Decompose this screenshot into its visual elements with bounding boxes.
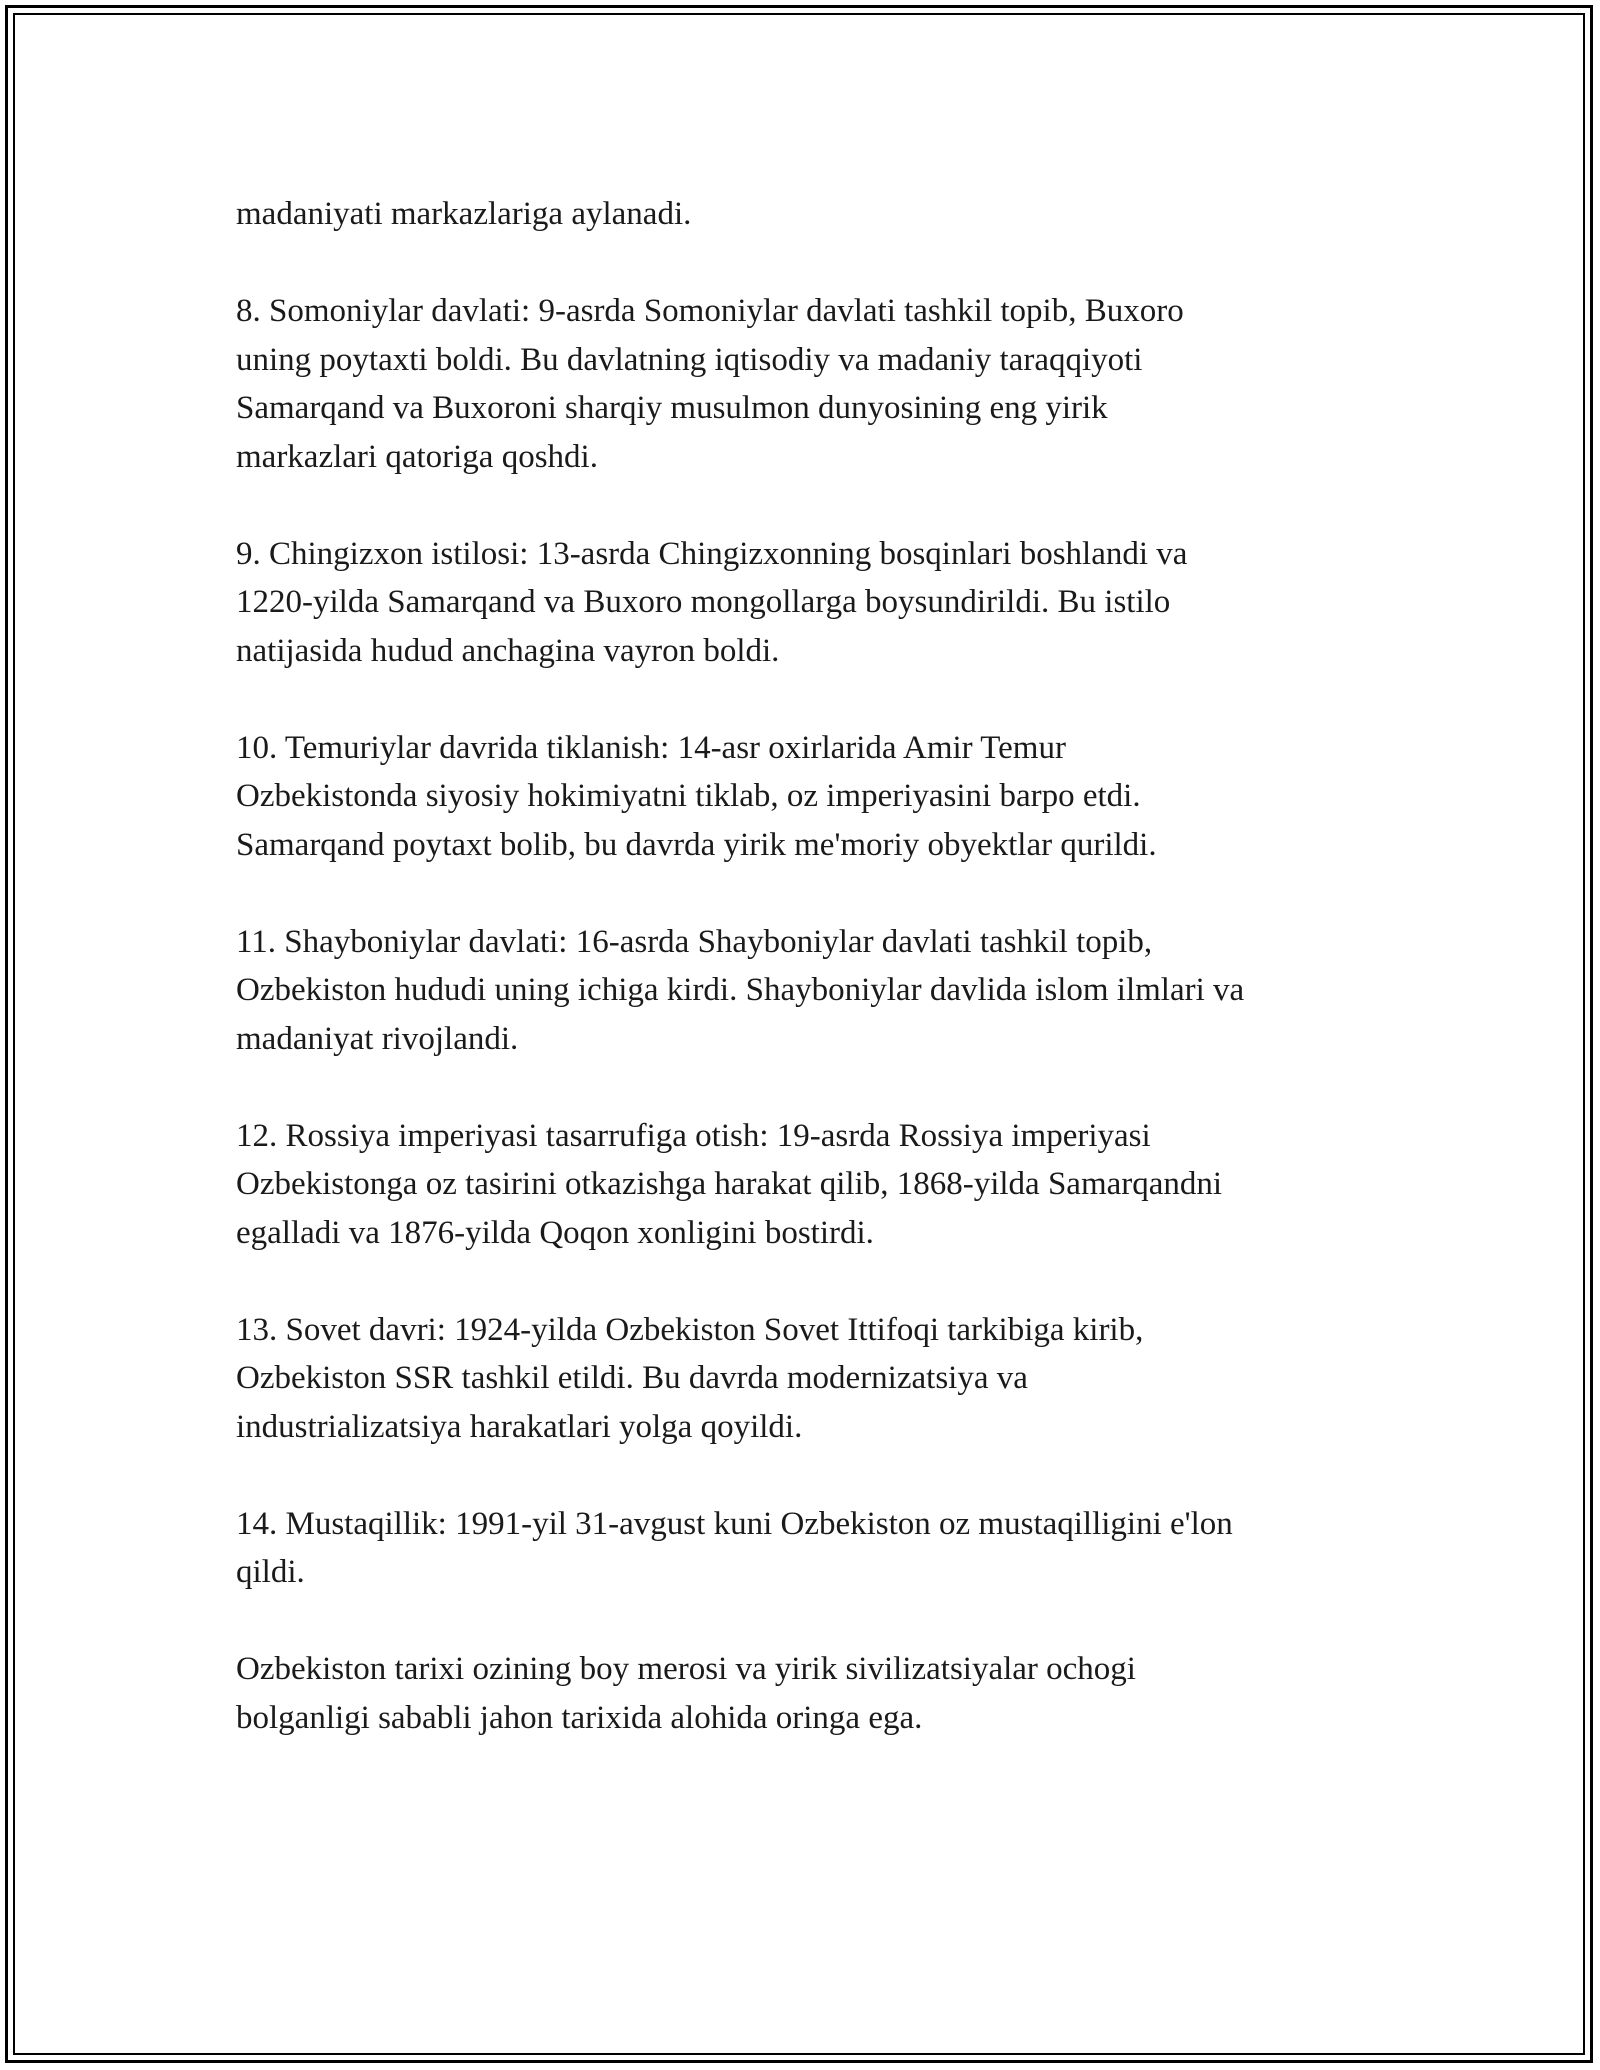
paragraph-sovet bbox=[236, 1306, 1386, 1452]
paragraph-temuriylar bbox=[236, 724, 1386, 870]
text-line: 13. Sovet davri: 1924-yilda Ozbekiston Sovet Ittifoqi tarkibiga kirib, bbox=[236, 1311, 1144, 1348]
text-line: uning poytaxti boldi. Bu davlatning iqtisodiy va madaniy taraqqiyoti bbox=[236, 341, 1143, 378]
text-line: 9. Chingizxon istilosi: 13-asrda Chingizxonning bosqinlari boshlandi va bbox=[236, 535, 1188, 572]
text-line: markazlari qatoriga qoshdi. bbox=[236, 438, 598, 475]
text-line: Ozbekiston SSR tashkil etildi. Bu davrda modernizatsiya va bbox=[236, 1360, 1028, 1396]
text-line: Samarqand va Buxoroni sharqiy musulmon dunyosining eng yirik bbox=[236, 390, 1108, 426]
text-line: madaniyati markazlariga aylanadi. bbox=[236, 196, 692, 232]
paragraph-conclusion bbox=[236, 1645, 1386, 1742]
paragraph-somoniylar bbox=[236, 287, 1386, 481]
text-line: Ozbekiston tarixi ozining boy merosi va yirik sivilizatsiyalar ochogi bbox=[236, 1651, 1136, 1687]
text-line: 1220-yilda Samarqand va Buxoro mongollarga boysundirildi. Bu istilo bbox=[236, 584, 1171, 620]
text-line: industrializatsiya harakatlari yolga qoyildi. bbox=[236, 1408, 803, 1445]
text-line: madaniyat rivojlandi. bbox=[236, 1020, 519, 1057]
text-line: 14. Mustaqillik: 1991-yil 31-avgust kuni Ozbekiston oz mustaqilligini e'lon bbox=[236, 1505, 1233, 1542]
text-line: 11. Shayboniylar davlati: 16-asrda Shayboniylar davlati tashkil topib, bbox=[236, 923, 1153, 960]
text-line: Ozbekiston hududi uning ichiga kirdi. Shayboniylar davlida islom ilmlari va bbox=[236, 972, 1245, 1008]
text-line: qildi. bbox=[236, 1554, 305, 1590]
text-line: egalladi va 1876-yilda Qoqon xonligini bostirdi. bbox=[236, 1214, 874, 1251]
text-line: Samarqand poytaxt bolib, bu davrda yirik me'moriy obyektlar qurildi. bbox=[236, 826, 1157, 863]
text-line: 8. Somoniylar davlati: 9-asrda Somoniylar davlati tashkil topib, Buxoro bbox=[236, 293, 1184, 329]
paragraph-mustaqillik bbox=[236, 1500, 1386, 1597]
text-line: Ozbekistonga oz tasirini otkazishga harakat qilib, 1868-yilda Samarqandni bbox=[236, 1166, 1223, 1202]
text-line: bolganligi sababli jahon tarixida alohida oringa ega. bbox=[236, 1699, 923, 1736]
paragraph-intro-continuation bbox=[236, 190, 1386, 239]
text-line: 10. Temuriylar davrida tiklanish: 14-asr oxirlarida Amir Temur bbox=[236, 729, 1066, 766]
text-line: natijasida hudud anchagina vayron boldi. bbox=[236, 632, 780, 669]
text-line: Ozbekistonda siyosiy hokimiyatni tiklab, oz imperiyasini barpo etdi. bbox=[236, 778, 1141, 814]
paragraph-rossiya bbox=[236, 1112, 1386, 1258]
document-body bbox=[236, 190, 1386, 1791]
text-line: 12. Rossiya imperiyasi tasarrufiga otish: 19-asrda Rossiya imperiyasi bbox=[236, 1117, 1151, 1154]
paragraph-shayboniylar bbox=[236, 918, 1386, 1064]
paragraph-chingizxon bbox=[236, 530, 1386, 676]
